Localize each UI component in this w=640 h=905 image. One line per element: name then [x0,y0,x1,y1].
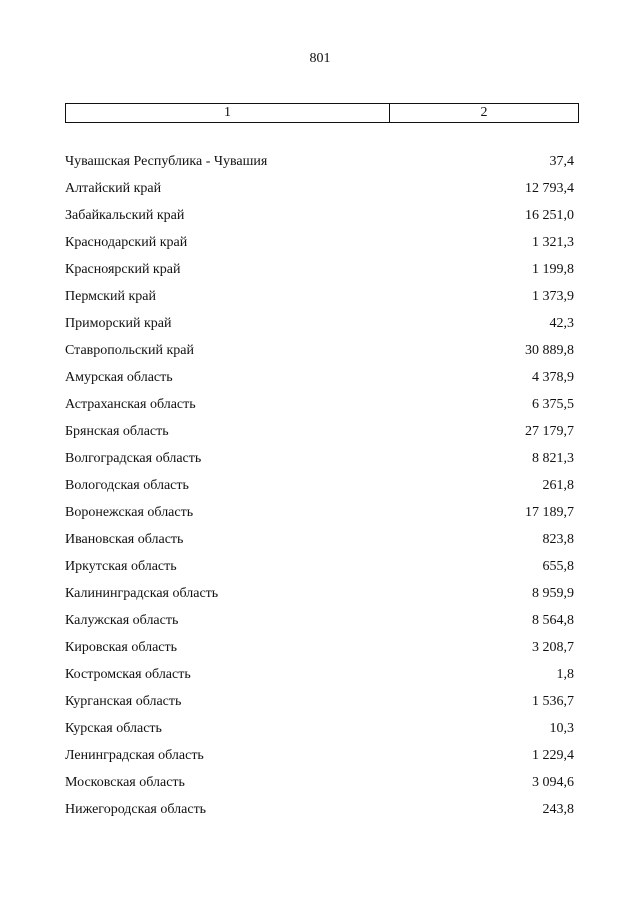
table-row [65,742,574,769]
region-name: Калужская область [65,612,179,628]
region-name: Брянская область [65,423,169,439]
page-number: 801 [309,51,331,66]
table-row [65,715,574,742]
table-row [65,202,574,229]
table-row [65,337,574,364]
region-value: 1,8 [556,666,574,682]
table-row [65,634,574,661]
table-row [65,796,574,823]
table-row [65,175,574,202]
region-value: 8 564,8 [532,612,574,628]
table-row [65,553,574,580]
table-row [65,607,574,634]
region-value: 3 094,6 [532,774,574,790]
region-name: Курганская область [65,693,182,709]
column-header-table [65,103,579,123]
region-value: 823,8 [542,531,574,547]
column-header-1: 1 [66,104,390,122]
region-value: 12 793,4 [525,180,574,196]
region-name: Ставропольский край [65,342,194,358]
region-value: 1 199,8 [532,261,574,277]
region-value: 4 378,9 [532,369,574,385]
region-name: Вологодская область [65,477,189,493]
region-name: Калининградская область [65,585,219,601]
region-value: 1 373,9 [532,288,574,304]
region-name: Костромская область [65,666,191,682]
region-name: Иркутская область [65,558,177,574]
region-name: Волгоградская область [65,450,202,466]
region-name: Ивановская область [65,531,184,547]
region-value: 17 189,7 [525,504,574,520]
table-row [65,526,574,553]
region-value: 3 208,7 [532,639,574,655]
table-row [65,418,574,445]
region-value: 6 375,5 [532,396,574,412]
table-row [65,256,574,283]
table-row [65,283,574,310]
table-row [65,580,574,607]
region-value: 30 889,8 [525,342,574,358]
region-value: 1 321,3 [532,234,574,250]
region-name: Красноярский край [65,261,181,277]
table-row [65,499,574,526]
table-row [65,661,574,688]
region-name: Курская область [65,720,162,736]
region-name: Воронежская область [65,504,194,520]
table-row [65,148,574,175]
region-name: Чувашская Республика - Чувашия [65,153,268,169]
region-name: Астраханская область [65,396,196,412]
table-row [65,445,574,472]
region-name: Приморский край [65,315,172,331]
region-value: 10,3 [549,720,574,736]
region-name: Амурская область [65,369,173,385]
region-name: Краснодарский край [65,234,188,250]
table-row [65,769,574,796]
table-row [65,391,574,418]
table-row [65,310,574,337]
region-value: 8 821,3 [532,450,574,466]
region-value: 8 959,9 [532,585,574,601]
region-name: Нижегородская область [65,801,207,817]
table-row [65,472,574,499]
region-name: Кировская область [65,639,178,655]
region-value: 261,8 [542,477,574,493]
table-row [65,688,574,715]
region-value: 1 536,7 [532,693,574,709]
region-value: 16 251,0 [525,207,574,223]
region-name: Ленинградская область [65,747,204,763]
region-value: 1 229,4 [532,747,574,763]
region-value: 243,8 [542,801,574,817]
table-row [65,364,574,391]
region-value: 42,3 [549,315,574,331]
region-name: Московская область [65,774,185,790]
column-header-2: 2 [480,105,488,120]
region-value: 655,8 [542,558,574,574]
region-value: 37,4 [549,153,574,169]
region-name: Алтайский край [65,180,162,196]
region-value: 27 179,7 [525,423,574,439]
region-value-list [65,148,574,823]
region-name: Пермский край [65,288,156,304]
table-row [65,229,574,256]
region-name: Забайкальский край [65,207,185,223]
